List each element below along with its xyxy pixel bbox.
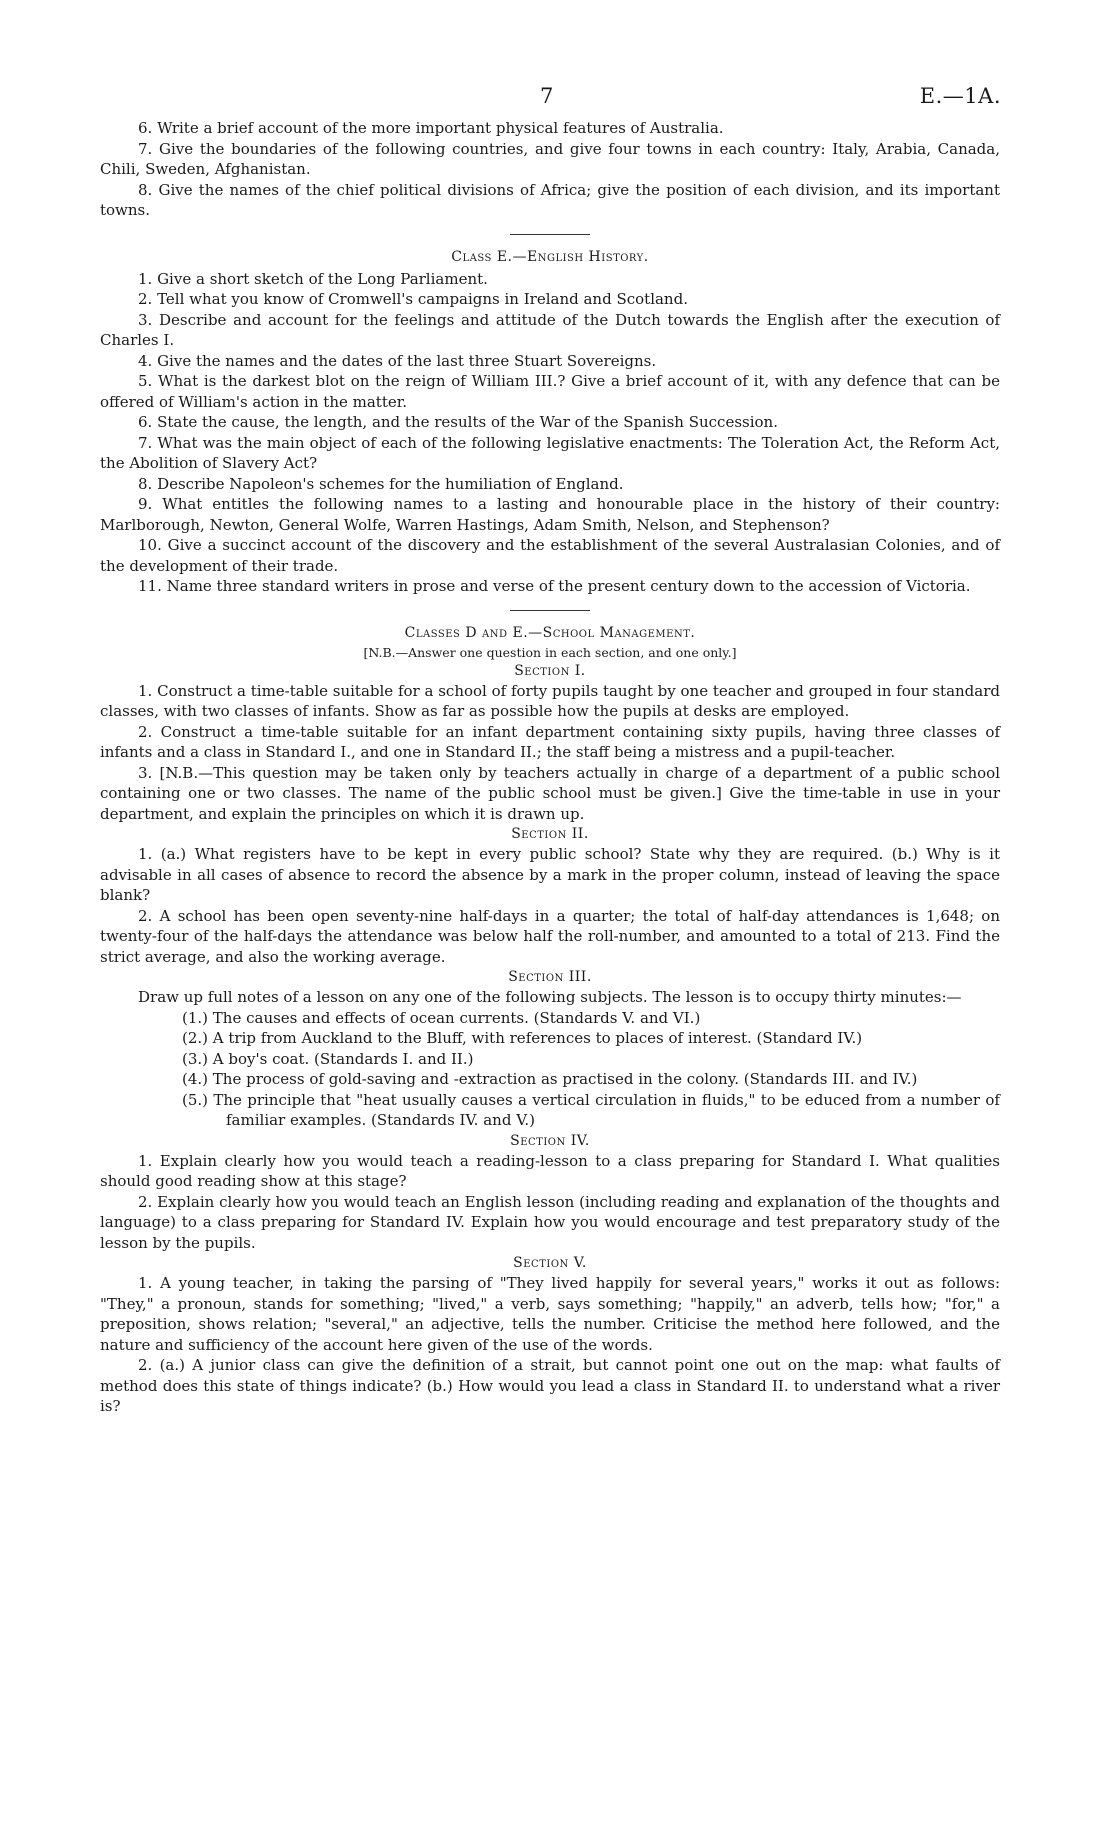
document-reference: E.—1A. [919, 84, 1001, 108]
section-title: Section II. [511, 826, 589, 842]
question: 2. Construct a time-table suitable for an infant department containing sixty pupils, having three classes of infants and a class in Standard I., and one in Standard II.; the staff being a mistress and a pupil-teacher. [100, 722, 1000, 761]
question: 8. Describe Napoleon's schemes for the humiliation of England. [138, 474, 624, 493]
question: 1. (a.) What registers have to be kept in every public school? State why they are required. (b.) Why is it advisable in all cases of absence to record the absence by a mark in the proper column, instead of leaving the space blank? [100, 845, 1000, 904]
english-history-questions [100, 269, 1000, 597]
lesson-subject: (3.) A boy's coat. (Standards I. and II.) [182, 1049, 474, 1068]
question: 11. Name three standard writers in prose and verse of the present century down to the accession of Victoria. [138, 577, 971, 595]
question: 1. Explain clearly how you would teach a reading-lesson to a class preparing for Standard I. What qualities should good reading show at this stage? [100, 1151, 1000, 1190]
question: 9. What entitles the following names to a lasting and honourable place in the history of their country: Marlborough, Newton, General Wolfe, Warren Hastings, Adam Smith, Nelson, and Stephenson? [100, 495, 1000, 534]
section-title: Section I. [514, 662, 586, 679]
geography-questions [100, 118, 1000, 221]
question: 6. State the cause, the length, and the results of the War of the Spanish Succession. [138, 413, 778, 431]
question: 2. Explain clearly how you would teach an English lesson (including reading and explanation of the thoughts and language) to a class preparing for Standard IV. Explain how you would encourage and test preparatory study of the lesson by the pupils. [100, 1192, 1000, 1252]
question: 5. What is the darkest blot on the reign of William III.? Give a brief account of it, with any defence that can be offered of William's action in the matter. [100, 372, 1000, 411]
question: 7. What was the main object of each of the following legislative enactments: The Toleration Act, the Reform Act, the Abolition of Slavery Act? [100, 433, 1000, 472]
question: 2. A school has been open seventy-nine half-days in a quarter; the total of half-day attendances is 1,648; on twenty-four of the half-days the attendance was below half the roll-number, and amounted to a total of 213. Find the strict average, and also the working average. [100, 906, 1000, 966]
section-title: Section V. [513, 1255, 587, 1271]
question: 3. [N.B.—This question may be taken only by teachers actually in charge of a department of a public school containing one or two classes. The name of the public school must be given.] Give the time-table in use in your department, and explain the principles on which it is drawn up. [100, 763, 1000, 823]
document-page [100, 84, 1000, 1417]
section-title: Section IV. [510, 1132, 590, 1149]
lesson-subject: (1.) The causes and effects of ocean currents. (Standards V. and VI.) [182, 1008, 701, 1027]
divider [510, 610, 590, 611]
section-title: Section III. [508, 969, 592, 985]
question: 2. Tell what you know of Cromwell's campaigns in Ireland and Scotland. [138, 290, 688, 308]
question: 2. (a.) A junior class can give the definition of a strait, but cannot point one out on the map: what faults of method does this state of things indicate? (b.) How would you lead a class in Standard II. to understand what a river is? [100, 1356, 1000, 1415]
question: 10. Give a succinct account of the discovery and the establishment of the several Australasian Colonies, and of the development of their trade. [100, 536, 1000, 575]
lesson-subject: (4.) The process of gold-saving and -extraction as practised in the colony. (Standards III. and IV.) [182, 1070, 918, 1088]
question: 1. Give a short sketch of the Long Parliament. [138, 269, 488, 288]
divider [510, 234, 590, 235]
section-heading-english-history: Class E.—English History. [451, 248, 649, 265]
lesson-subject: (5.) The principle that "heat usually causes a vertical circulation in fluids," to be educed from a number of familiar examples. (Standards IV. and V.) [182, 1090, 1000, 1129]
section-intro: Draw up full notes of a lesson on any one of the following subjects. The lesson is to occupy thirty minutes:— [138, 988, 962, 1006]
question: 1. Construct a time-table suitable for a school of forty pupils taught by one teacher and grouped in four standard classes, with two classes of infants. Show as far as possible how the pupils at desks are employed. [100, 681, 1000, 720]
page-header [100, 84, 1000, 118]
question: 8. Give the names of the chief political divisions of Africa; give the position of each division, and its important towns. [100, 180, 1000, 219]
question: 1. A young teacher, in taking the parsing of "They lived happily for several years," works it out as follows: "They," a pronoun, stands for something; "lived," a verb, says something; "happily," an adverb, tells how; "for," a preposition, shows relation; "several," an adjective, tells the number. Criticise the method here followed, and the nature and sufficiency of the account here given of the use of the words. [100, 1274, 1000, 1354]
page-number: 7 [540, 84, 554, 108]
question: 7. Give the boundaries of the following countries, and give four towns in each country: Italy, Arabia, Canada, Chili, Sweden, Afghanistan. [100, 139, 1000, 178]
question: 3. Describe and account for the feelings and attitude of the Dutch towards the English after the execution of Charles I. [100, 310, 1000, 349]
lesson-subject: (2.) A trip from Auckland to the Bluff, with references to places of interest. (Standard IV.) [182, 1029, 863, 1047]
question: 4. Give the names and the dates of the last three Stuart Sovereigns. [138, 351, 657, 370]
question: 6. Write a brief account of the more important physical features of Australia. [138, 119, 724, 137]
instruction-note: [N.B.—Answer one question in each section, and one only.] [363, 644, 737, 660]
section-heading-school-management: Classes D and E.—School Management. [404, 624, 696, 641]
